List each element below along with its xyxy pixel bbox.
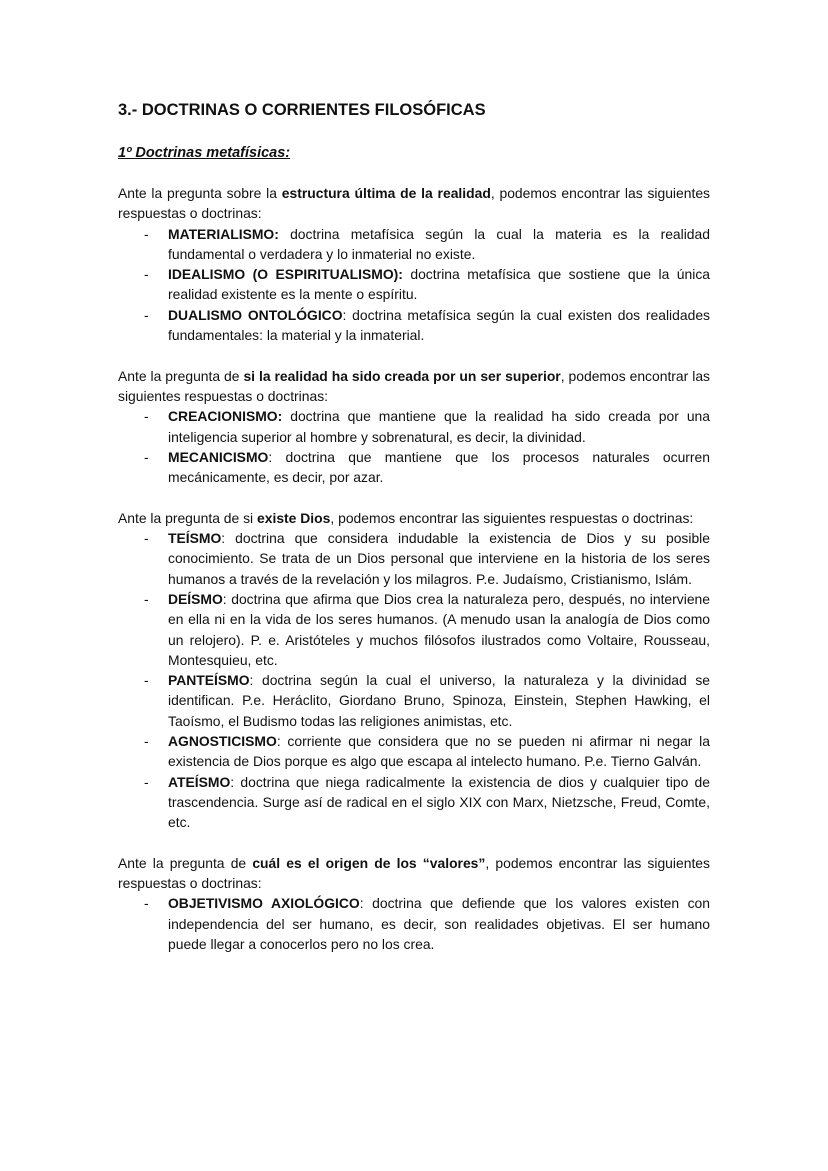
- intro-key-question: si la realidad ha sido creada por un ser superior: [243, 367, 561, 384]
- doctrine-item: [118, 589, 710, 670]
- doctrine-item: [118, 305, 710, 346]
- intro-text: Ante la pregunta de: [118, 854, 253, 871]
- doctrine-definition: : doctrina que considera indudable la existencia de Dios y su posible conocimiento. Se trata de un Dios personal que interviene en la historia de los seres humanos a través de la revelación y los milagros. P.e. Judaísmo, Cristianismo, Islám.: [168, 530, 710, 587]
- doctrine-item: [118, 264, 710, 305]
- doctrine-definition: : doctrina metafísica según la cual existen dos realidades fundamentales: la material y la inmaterial.: [168, 306, 710, 344]
- intro-text: , podemos encontrar las siguientes respuestas o doctrinas:: [118, 367, 710, 404]
- intro-text: Ante la pregunta sobre la: [118, 185, 282, 201]
- doctrine-item: [118, 224, 710, 265]
- intro-text: Ante la pregunta de si: [118, 509, 258, 526]
- intro-key-question: cuál es el origen de los “valores”: [252, 854, 486, 871]
- section-subtitle: 1º Doctrinas metafísicas:: [118, 145, 291, 161]
- intro-text: , podemos encontrar las siguientes respuestas o doctrinas:: [118, 854, 710, 892]
- doctrine-list: [118, 528, 710, 832]
- doctrine-definition: : doctrina que afirma que Dios crea la naturaleza pero, después, no interviene en ella ni en la vida de los seres humanos. (A menudo usan la analogía de Dios como un relojero). P. e. Aristóteles y muchos filósofos ilustrados como Voltaire, Rousseau, Montesquieu, etc.: [168, 590, 710, 668]
- doctrine-term: MECANICISMO: [168, 448, 269, 465]
- section-intro: [118, 508, 710, 528]
- intro-text: , podemos encontrar las siguientes respuestas o doctrinas:: [118, 185, 710, 222]
- intro-key-question: estructura última de la realidad: [281, 185, 491, 201]
- doctrine-list: [118, 406, 710, 487]
- bullet-dash: -: [144, 672, 149, 689]
- doctrine-item: [118, 406, 710, 447]
- bullet-dash: -: [144, 408, 149, 425]
- doctrine-term: ATEÍSMO: [168, 773, 231, 790]
- bullet-dash: -: [144, 448, 149, 465]
- bullet-dash: -: [144, 530, 149, 547]
- doctrine-item: [118, 893, 710, 954]
- doctrine-term: AGNOSTICISMO: [168, 733, 277, 750]
- doctrine-definition: : doctrina que defiende que los valores existen con independencia del ser humano, es decir, son realidades objetivas. El ser humano puede llegar a conocerlos pero no los crea.: [168, 895, 711, 952]
- section-intro: [118, 183, 710, 224]
- intro-text: , podemos encontrar las siguientes respuestas o doctrinas:: [330, 509, 694, 526]
- doctrine-item: [118, 528, 710, 589]
- bullet-dash: -: [144, 225, 149, 242]
- bullet-dash: -: [144, 773, 149, 790]
- doctrine-item: [118, 670, 710, 731]
- page-title: 3.- DOCTRINAS O CORRIENTES FILOSÓFICAS: [118, 101, 486, 119]
- bullet-dash: -: [144, 306, 149, 323]
- doctrine-list: [118, 893, 710, 954]
- doctrine-item: [118, 447, 710, 488]
- doctrine-item: [118, 731, 710, 772]
- doctrine-definition: doctrina metafísica que sostiene que la única realidad existente es la mente o espíritu.: [168, 266, 710, 303]
- bullet-dash: -: [144, 590, 149, 607]
- doctrine-definition: : corriente que considera que no se pueden ni afirmar ni negar la existencia de Dios porque es algo que escapa al intelecto humano. P.e. Tierno Galván.: [168, 733, 710, 770]
- doctrine-term: TEÍSMO: [168, 530, 222, 547]
- section-intro: [118, 366, 710, 407]
- doctrine-term: DUALISMO ONTOLÓGICO: [168, 306, 343, 323]
- doctrine-term: DEÍSMO: [168, 590, 223, 607]
- doctrine-list: [118, 224, 710, 346]
- intro-text: Ante la pregunta de: [118, 367, 244, 384]
- doctrine-term: OBJETIVISMO AXIOLÓGICO: [168, 895, 360, 912]
- doctrine-definition: doctrina metafísica según la cual la materia es la realidad fundamental o verdadera y lo inmaterial no existe.: [168, 225, 710, 262]
- doctrine-definition: : doctrina que mantiene que los procesos naturales ocurren mecánicamente, es decir, por azar.: [168, 448, 710, 486]
- bullet-dash: -: [144, 895, 149, 912]
- doctrine-definition: : doctrina que niega radicalmente la existencia de dios y cualquier tipo de trascendencia. Surge así de radical en el siglo XIX con Marx, Nietzsche, Freud, Comte, etc.: [168, 773, 710, 831]
- doctrine-term: PANTEÍSMO: [168, 672, 250, 689]
- doctrine-term: IDEALISMO (O ESPIRITUALISMO):: [168, 266, 403, 283]
- document-page: [118, 98, 710, 975]
- doctrine-item: [118, 772, 710, 833]
- doctrine-term: MATERIALISMO:: [168, 225, 279, 242]
- doctrine-definition: : doctrina según la cual el universo, la naturaleza y la divinidad se identifican. P.e. Heráclito, Giordano Bruno, Spinoza, Einstein, Stephen Hawking, el Taoísmo, el Budismo todas las religiones animistas, etc.: [168, 672, 710, 729]
- section-intro: [118, 853, 710, 894]
- doctrine-definition: doctrina que mantiene que la realidad ha sido creada por una inteligencia superior al hombre y sobrenatural, es decir, la divinidad.: [168, 408, 710, 445]
- doctrine-term: CREACIONISMO:: [168, 408, 283, 425]
- sections: [118, 183, 710, 954]
- intro-key-question: existe Dios: [257, 509, 331, 526]
- bullet-dash: -: [144, 266, 149, 283]
- bullet-dash: -: [144, 733, 149, 750]
